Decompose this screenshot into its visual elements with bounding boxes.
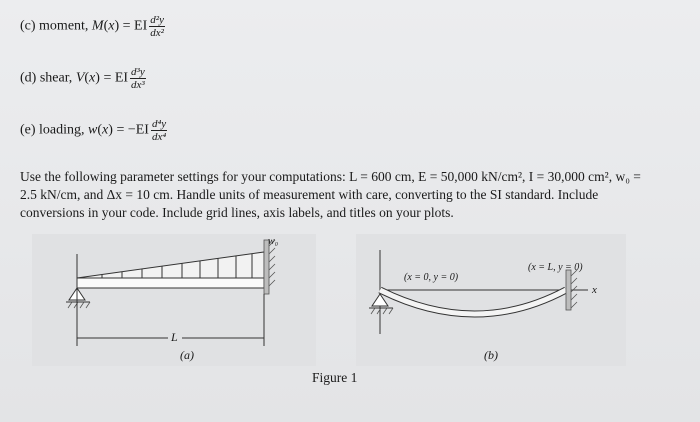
fixed-wall [566, 270, 571, 310]
equation-argument: x [108, 18, 115, 34]
paragraph-line: Use the following parameter settings for your computations: L = 600 cm, E = 50,000 kN/cm², I = 30,000 cm², w₀ = [20, 169, 641, 184]
paragraph-line: conversions in your code. Include grid lines, axis labels, and titles on your plots. [20, 205, 454, 220]
equation-rhs: = EI [103, 70, 129, 86]
equation-argument: x [89, 70, 96, 86]
figure-panel-b [356, 234, 626, 366]
equation-fraction: $\frac{\text{d²y}}{\text{dx²}}$ [150, 14, 164, 39]
subfigure-label-b: (b) [484, 348, 498, 362]
equation-label: (e) loading, [20, 122, 85, 138]
left-boundary-condition: (x = 0, y = 0) [404, 272, 459, 283]
beam-load-diagram [32, 234, 316, 366]
equation-function: V [75, 70, 85, 86]
beam [77, 278, 264, 288]
equation-argument: x [102, 122, 109, 138]
paragraph-line: 2.5 kN/cm, and Δx = 10 cm. Handle units of measurement with care, converting to the SI standard. Include [20, 187, 599, 202]
equation-fraction: $\frac{\text{d³y}}{\text{dx³}}$ [131, 66, 145, 91]
right-boundary-condition: (x = L, y = 0) [528, 262, 583, 273]
equation-rhs: = EI [122, 18, 148, 34]
equation-fraction: $\frac{\text{d⁴y}}{\text{dx⁴}}$ [151, 118, 167, 143]
equation-loading: (e) loading, w(x) = −EI $\frac{\text{d⁴y}}{\text{dx⁴}}$ [20, 118, 167, 143]
length-label: L [171, 330, 178, 344]
equation-function: M [91, 18, 104, 34]
equation-shear: (d) shear, V(x) = EI $\frac{\text{d³y}}{\text{dx³}}$ [20, 66, 145, 91]
equation-function: w [88, 122, 98, 138]
fixed-wall [264, 240, 269, 294]
equation-label: (c) moment, [20, 18, 89, 34]
x-axis-label: x [592, 284, 597, 296]
beam-deflection-diagram [356, 234, 626, 366]
figure-panel-a [32, 234, 316, 366]
subfigure-label-a: (a) [180, 348, 194, 362]
equation-rhs: = −EI [116, 122, 149, 138]
figure-caption: Figure 1 [312, 370, 358, 385]
load-label: w₀ [268, 236, 279, 247]
problem-paragraph [20, 168, 680, 222]
equation-moment: (c) moment, M(x) = EI $\frac{\text{d²y}}{\text{dx²}}$ [20, 14, 164, 39]
equation-label: (d) shear, [20, 70, 73, 86]
